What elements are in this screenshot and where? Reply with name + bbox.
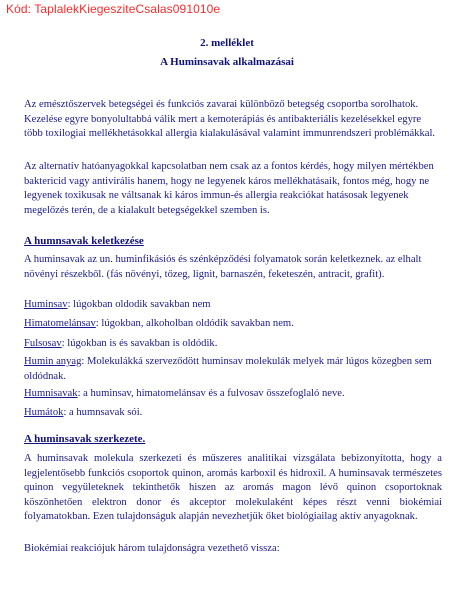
definition-term: Humátok bbox=[24, 407, 64, 418]
paragraph-intro: Az emésztőszervek betegségei és funkciós zavarai különböző betegség csoportba sorolhatok. Kezelése egyre bonyolultabbá válik mert a kemoterápiás és antibakteriális kezelésekkel egyre több toxilogiai mellékhetásokkal allergia kialakulásával valamint immunrendszeri problémákkal. bbox=[24, 99, 436, 140]
paragraph-alternative: Az alternatív hatóanyagokkal kapcsolatban nem csak az a fontos kérdés, hogy milyen mértékben baktericid vagy antivirális hanem, hogy ne legyenek káros mellékhatásaik, fontos még, hogy ne legyenek toxikusak ne váltsanak ki káros immun-és allergia reakciókat hatásosak legyenek megelőzés terén, de a kialakult betegségekkel szemben is. bbox=[24, 161, 434, 216]
definition-humatok bbox=[24, 406, 442, 421]
definition-huminsavak bbox=[24, 387, 442, 402]
document-code: Kód: TaplalekKiegesziteCsalas091010e bbox=[6, 2, 221, 16]
definition-himatomelansav bbox=[24, 317, 442, 332]
definition-huminsav bbox=[24, 298, 442, 313]
definition-text: : lúgokban, alkoholban oldódik savakban nem. bbox=[95, 318, 294, 329]
definition-term: Huminsav bbox=[24, 299, 68, 310]
definition-humin-anyag bbox=[24, 355, 442, 384]
section-heading-structure: A huminsavak szerkezete. bbox=[24, 433, 146, 445]
paragraph-biochemical: Biokémiai reakciójuk három tulajdonságra vezethető vissza: bbox=[24, 543, 280, 554]
definition-term: Himatomelánsav bbox=[24, 318, 96, 329]
definition-text: : a humnsavak sói. bbox=[63, 407, 143, 418]
paragraph-structure: A huminsavak molekula szerkezeti és műszeres analitikai vizsgálata bebizonyította, hogy a legjelentősebb funkciós csoportok quinon, aromás karboxil és hidroxil. A huminsavak természetes quinon vegyületeknek tekinthetők hiszen az aromás magon lévő quinon csoportoknak köszönhetően elektron donor és akceptor molekulaként képes részt venni biokémiai folyamatokban. Ezen tulajdonságuk alapján nevezhetjük őket biológiailag aktív anyagoknak. bbox=[24, 453, 442, 523]
definition-term: Humnisavak bbox=[24, 388, 78, 399]
definition-text: : lúgokban oldodik savakban nem bbox=[67, 299, 211, 310]
page-title: A Huminsavak alkalmazásai bbox=[160, 56, 294, 68]
definition-text: : a huminsav, himatomelánsav és a fulvosav összefoglaló neve. bbox=[77, 388, 345, 399]
definition-text: : Molekulákká szerveződött huminsav molekulák melyek már lúgos közegben sem oldódnak. bbox=[24, 356, 432, 382]
definition-text: : lúgokban is és savakban is oldódik. bbox=[61, 338, 218, 349]
annex-number: 2. melléklet bbox=[200, 37, 254, 49]
section-heading-origin: A humnsavak keletkezése bbox=[24, 235, 144, 247]
paragraph-origin: A huminsavak az un. huminfikásiós és szénképződési folyamatok során keletkeznek. az elhalt növényi részekből. (fás növényi, tőzeg, lignit, barnaszén, feketeszén, antracit, grafit). bbox=[24, 254, 422, 280]
definition-term: Fulsosav bbox=[24, 338, 62, 349]
definition-fulvosav bbox=[24, 337, 442, 352]
definition-term: Humin anyag bbox=[24, 356, 82, 367]
